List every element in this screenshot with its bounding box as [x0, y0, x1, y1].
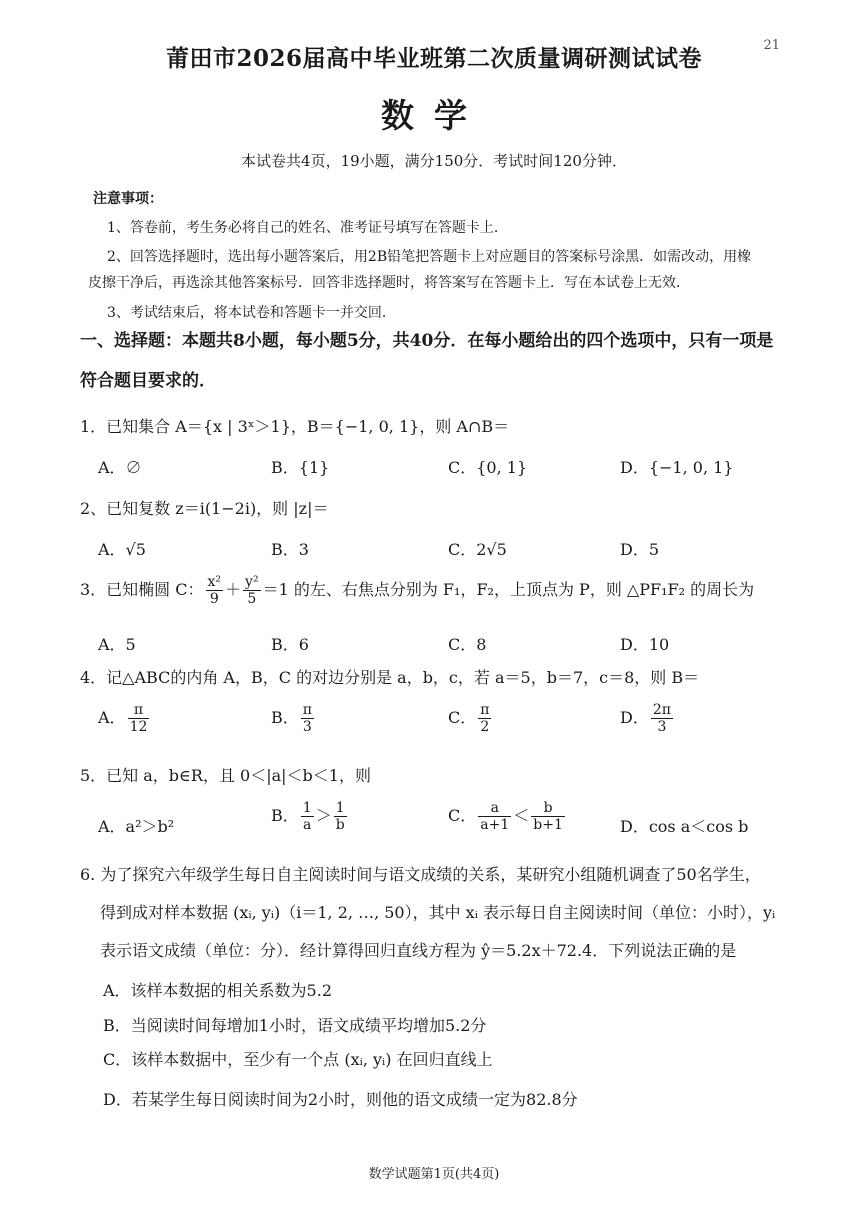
fraction: $\frac{\text{y²}}{5}$	[245, 574, 259, 608]
fraction: $\frac{\text{x²}}{9}$	[207, 574, 222, 608]
question-3-stem-post: ＝1 的左、右焦点分别为 F₁，F₂，上顶点为 P，则 △PF₁F₂ 的周长为	[262, 580, 755, 600]
fraction: $\frac{a}{a+1}$	[480, 800, 510, 834]
question-3-option-d: D．10	[620, 635, 670, 654]
question-1-stem: 1．已知集合 A＝{x | 3ˣ＞1}，B＝{−1, 0, 1}，则 A∩B＝	[80, 417, 510, 436]
question-5-option-c: C． $\frac{a}{a+1}$ ＜ $\frac{b}{b+1}$	[448, 800, 563, 834]
corner-mark: 21	[763, 38, 780, 53]
question-1-option-c: C．{0, 1}	[448, 458, 528, 477]
question-2-stem: 2、已知复数 z＝i(1−2i)，则 |z|＝	[80, 499, 329, 518]
question-4-stem: 4．记△ABC的内角 A，B，C 的对边分别是 a，b，c，若 a＝5，b＝7，c＝8，则 B＝	[80, 668, 700, 687]
question-3-option-c: C．8	[448, 635, 487, 654]
question-4-option-b: B． $\frac{\pi}{3}$	[271, 702, 312, 736]
exam-info: 本试卷共4页，19小题，满分150分．考试时间120分钟．	[241, 152, 627, 170]
fraction: $\frac{1}{b}$	[335, 800, 345, 834]
note-item: 2、回答选择题时，选出每小题答案后，用2B铅笔把答题卡上对应题目的答案标号涂黑．如需改动，用橡	[107, 249, 752, 265]
fraction: $\frac{\pi}{3}$	[302, 702, 312, 736]
question-6-option-d: D．若某学生每日阅读时间为2小时，则他的语文成绩一定为82.8分	[103, 1090, 578, 1109]
question-6-option-b: B．当阅读时间每增加1小时，语文成绩平均增加5.2分	[103, 1016, 487, 1035]
question-6-option-c: C．该样本数据中，至少有一个点 (xᵢ, yᵢ) 在回归直线上	[103, 1050, 493, 1069]
question-6-stem-line: 表示语文成绩（单位：分）．经计算得回归直线方程为 ŷ＝5.2x＋72.4．下列说法正确的是	[100, 941, 737, 960]
question-4-option-d: D． $\frac{2\pi}{3}$	[620, 702, 671, 736]
fraction: $\frac{b}{b+1}$	[533, 800, 563, 834]
question-6-option-a: A．该样本数据的相关系数为5.2	[103, 981, 333, 1000]
notes-title: 注意事项：	[93, 191, 163, 207]
question-5-option-d: D．cos a＜cos b	[620, 817, 749, 836]
note-item: 皮擦干净后，再选涂其他答案标号．回答非选择题时，将答案写在答题卡上．写在本试卷上无效．	[88, 275, 690, 291]
question-6-stem-line: 6. 为了探究六年级学生每日自主阅读时间与语文成绩的关系，某研究小组随机调查了50名学生，	[80, 865, 761, 884]
fraction: $\frac{\pi}{12}$	[129, 702, 148, 736]
question-5-option-a: A．a²＞b²	[98, 817, 175, 836]
question-1-option-b: B．{1}	[271, 458, 330, 477]
question-4-option-c: C． $\frac{\pi}{2}$	[448, 702, 490, 736]
question-6-stem-line: 得到成对样本数据 (xᵢ, yᵢ)（i＝1, 2, …, 50），其中 xᵢ 表示每日自主阅读时间（单位：小时），yᵢ	[100, 903, 776, 922]
section-heading-cont: 符合题目要求的．	[80, 371, 216, 391]
question-2-option-b: B．3	[271, 540, 309, 559]
subject-heading: 数学	[381, 96, 487, 135]
question-3-stem-pre: 3．已知椭圆 C：	[80, 580, 204, 600]
note-item: 3、考试结束后，将本试卷和答题卡一并交回．	[107, 305, 396, 321]
question-4-option-a: A． $\frac{\pi}{12}$	[98, 702, 148, 736]
exam-title: 莆田市2026届高中毕业班第二次质量调研测试试卷	[165, 45, 702, 72]
question-2-option-c: C．2√5	[448, 540, 507, 559]
question-2-option-d: D．5	[620, 540, 660, 559]
question-3-option-a: A．5	[98, 635, 136, 654]
fraction: $\frac{1}{a}$	[302, 800, 312, 834]
question-3-stem: 3．已知椭圆 C： $\frac{\text{x²}}{9}$ ＋ $\frac{\text{y²}}{5}$ ＝1 的左、右焦点分别为 F₁，F₂，上顶点为 P，则 △PF₁F₂ 的周长为	[80, 574, 755, 608]
question-5-option-b: B． $\frac{1}{a}$ ＞ $\frac{1}{b}$	[271, 800, 345, 834]
question-1-option-d: D．{−1, 0, 1}	[620, 458, 734, 477]
question-3-option-b: B．6	[271, 635, 309, 654]
page-footer: 数学试题第1页(共4页)	[368, 1167, 500, 1182]
question-1-option-a: A．∅	[98, 458, 142, 477]
question-5-stem: 5．已知 a，b∈R，且 0＜|a|＜b＜1，则	[80, 766, 371, 785]
fraction: $\frac{\pi}{2}$	[480, 702, 490, 736]
question-2-option-a: A．√5	[98, 540, 146, 559]
note-item: 1、答卷前，考生务必将自己的姓名、准考证号填写在答题卡上．	[107, 220, 508, 236]
fraction: $\frac{2\pi}{3}$	[652, 702, 671, 736]
section-heading: 一、选择题：本题共8小题，每小题5分，共40分．在每小题给出的四个选项中，只有一项是	[80, 331, 774, 351]
